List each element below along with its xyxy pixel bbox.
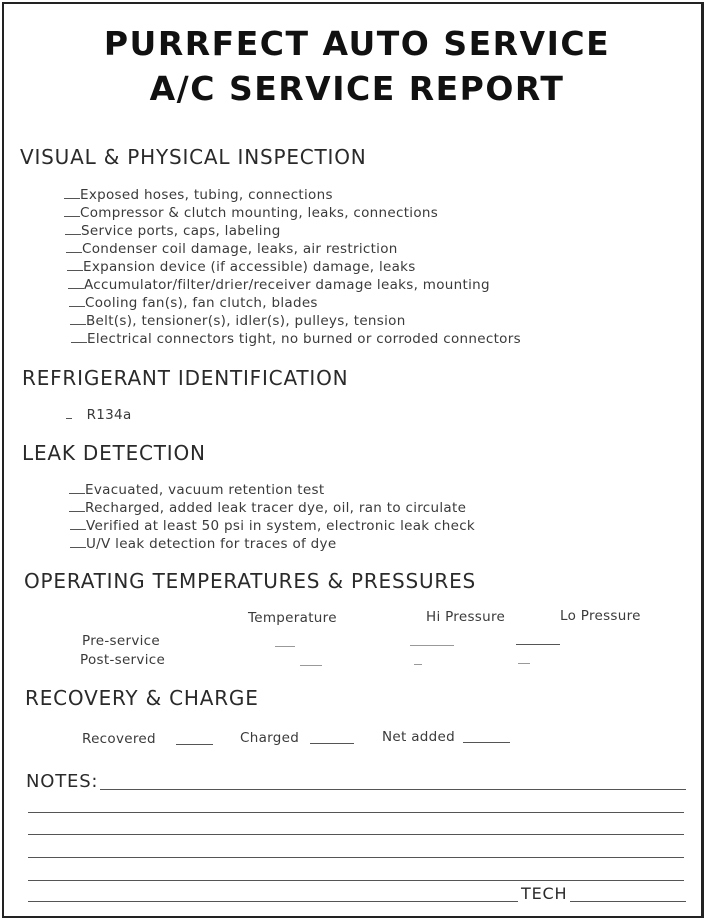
notes-label: NOTES: [26, 771, 99, 792]
tech-signature-line[interactable] [570, 901, 686, 902]
notes-line-4[interactable] [28, 857, 684, 858]
inspection-item-label: Compressor & clutch mounting, leaks, connections [80, 205, 439, 221]
check-blank[interactable] [71, 330, 87, 343]
post-hi-pressure-blank[interactable] [414, 664, 422, 665]
check-blank[interactable] [67, 258, 83, 271]
pre-hi-pressure-blank[interactable] [410, 645, 454, 646]
check-blank[interactable] [70, 535, 86, 548]
net-added-blank[interactable] [463, 742, 510, 743]
charged-blank[interactable] [310, 743, 354, 744]
inspection-item[interactable] [70, 312, 406, 329]
leak-check-item-label: U/V leak detection for traces of dye [86, 536, 337, 552]
check-blank[interactable] [65, 222, 81, 235]
inspection-item-label: Electrical connectors tight, no burned or corroded connectors [87, 331, 521, 347]
inspection-item-label: Expansion device (if accessible) damage, leaks [83, 259, 416, 275]
operating-heading: OPERATING TEMPERATURES & PRESSURES [24, 569, 477, 593]
check-blank[interactable] [70, 517, 86, 530]
inspection-item[interactable] [64, 204, 438, 221]
leak-check-item-label: Verified at least 50 psi in system, electronic leak check [86, 518, 476, 534]
check-blank[interactable] [64, 204, 80, 217]
check-blank[interactable] [66, 240, 82, 253]
notes-line-5[interactable] [28, 880, 684, 881]
company-title: PURRFECT AUTO SERVICE [103, 24, 611, 63]
refrigerant-label: R134a [86, 407, 132, 423]
inspection-item[interactable] [65, 222, 281, 239]
check-blank[interactable] [66, 406, 72, 419]
check-blank[interactable] [70, 312, 86, 325]
charged-label: Charged [240, 730, 300, 746]
refrigerant-heading: REFRIGERANT IDENTIFICATION [22, 366, 349, 390]
check-blank[interactable] [69, 481, 85, 494]
hi-pressure-column-header: Hi Pressure [426, 609, 506, 625]
pre-temperature-blank[interactable] [275, 646, 295, 647]
check-blank[interactable] [64, 186, 80, 199]
tech-label: TECH [521, 884, 568, 903]
inspection-item-label: Service ports, caps, labeling [81, 223, 281, 239]
notes-line-2[interactable] [28, 812, 684, 813]
leak-detection-heading: LEAK DETECTION [22, 441, 206, 465]
pre-lo-pressure-blank[interactable] [516, 644, 560, 645]
inspection-item-label: Condenser coil damage, leaks, air restriction [82, 241, 398, 257]
inspection-item[interactable] [66, 240, 398, 257]
check-blank[interactable] [69, 499, 85, 512]
inspection-item[interactable] [71, 330, 521, 347]
pre-service-row-label: Pre-service [82, 633, 160, 649]
check-blank[interactable] [68, 276, 84, 289]
refrigerant-item[interactable] [66, 406, 132, 423]
lo-pressure-column-header: Lo Pressure [560, 608, 641, 624]
inspection-item[interactable] [67, 258, 416, 275]
notes-line-6[interactable] [28, 901, 518, 902]
inspection-item[interactable] [64, 186, 333, 203]
post-lo-pressure-blank[interactable] [518, 663, 530, 664]
recovery-heading: RECOVERY & CHARGE [25, 686, 259, 710]
leak-check-item-label: Evacuated, vacuum retention test [85, 482, 325, 498]
inspection-item-label: Cooling fan(s), fan clutch, blades [85, 295, 318, 311]
leak-check-item[interactable] [69, 481, 324, 498]
notes-line-3[interactable] [28, 834, 684, 835]
leak-check-item[interactable] [69, 499, 466, 516]
report-title: A/C SERVICE REPORT [149, 69, 565, 108]
check-blank[interactable] [69, 294, 85, 307]
leak-check-item-label: Recharged, added leak tracer dye, oil, ran to circulate [85, 500, 467, 516]
recovered-label: Recovered [82, 731, 156, 747]
post-temperature-blank[interactable] [300, 665, 322, 666]
leak-check-item[interactable] [70, 517, 475, 534]
visual-inspection-heading: VISUAL & PHYSICAL INSPECTION [20, 145, 367, 169]
inspection-item-label: Accumulator/filter/drier/receiver damage leaks, mounting [84, 277, 490, 293]
inspection-item-label: Belt(s), tensioner(s), idler(s), pulleys, tension [86, 313, 406, 329]
net-added-label: Net added [382, 729, 455, 745]
inspection-item[interactable] [69, 294, 318, 311]
inspection-item-label: Exposed hoses, tubing, connections [80, 187, 333, 203]
notes-line-1[interactable] [100, 789, 686, 790]
post-service-row-label: Post-service [80, 652, 166, 668]
recovered-blank[interactable] [176, 744, 213, 745]
inspection-item[interactable] [68, 276, 490, 293]
leak-check-item[interactable] [70, 535, 336, 552]
temperature-column-header: Temperature [248, 610, 337, 626]
